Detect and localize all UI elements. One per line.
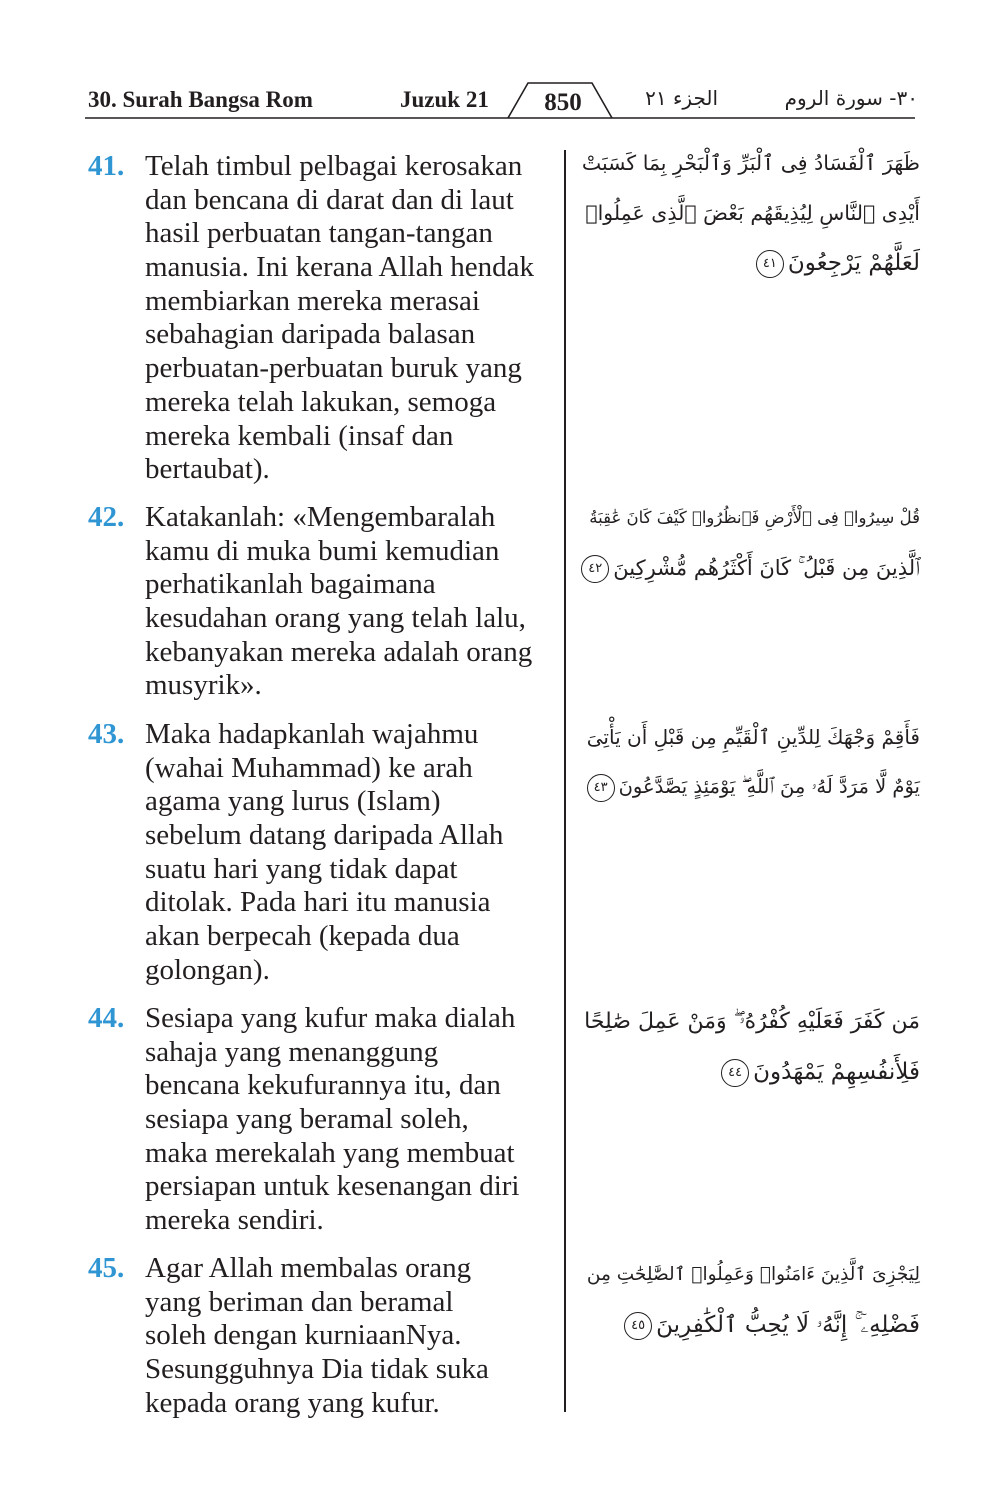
translation-line: bertaubat). — [145, 453, 270, 486]
translation-line: sahaja yang menanggung — [145, 1035, 439, 1068]
translation-line: sebahagian daripada balasan — [145, 318, 476, 351]
arabic-text: ٱلَّذِينَ مِن قَبْلُ ۚ كَانَ أَكْثَرُهُم مُّشْرِكِينَ — [613, 556, 920, 580]
verse-44-arabic — [582, 997, 920, 1097]
translation-text — [145, 1002, 557, 1238]
verse-number: 42. — [88, 501, 125, 533]
header-surah-label: 30. Surah Bangsa Rom — [88, 87, 313, 112]
translation-line: kebanyakan mereka adalah orang — [145, 635, 533, 668]
translation-line: Agar Allah membalas orang — [145, 1252, 472, 1284]
verse-number: 45. — [88, 1252, 125, 1284]
header-juz-label: Juzuk 21 — [400, 87, 489, 112]
verse-number: 41. — [88, 150, 125, 182]
arabic-line: قُلْ سِيرُوا۟ فِى ٱلْأَرْضِ فَٱنظُرُوا۟ كَيْفَ كَانَ عَٰقِبَةُ — [589, 508, 920, 527]
translation-line: mereka sendiri. — [145, 1204, 324, 1237]
header-surah-arabic: ٣٠- سورة الروم — [784, 86, 918, 110]
arabic-line: فَأَقِمْ وَجْهَكَ لِلدِّينِ ٱلْقَيِّمِ مِن قَبْلِ أَن يَأْتِىَ — [586, 725, 920, 749]
translation-line: kesudahan orang yang telah lalu, — [145, 602, 526, 635]
verse-43-arabic — [582, 712, 920, 812]
translation-line: persiapan untuk kesenangan diri — [145, 1170, 520, 1203]
arabic-line: ظَهَرَ ٱلْفَسَادُ فِى ٱلْبَرِّ وَٱلْبَحْرِ بِمَا كَسَبَتْ — [581, 151, 920, 175]
arabic-text: فَضْلِهِۦٓ ۚ إِنَّهُۥ لَا يُحِبُّ ٱلْكَٰفِرِينَ — [656, 1312, 920, 1338]
translation-line: Maka hadapkanlah wajahmu — [145, 718, 479, 750]
verse-number: 44. — [88, 1002, 125, 1034]
arabic-line: مَن كَفَرَ فَعَلَيْهِ كُفْرُهُۥ ۖ وَمَنْ عَمِلَ صَٰلِحًا — [584, 1009, 920, 1034]
translation-line: Sesungguhnya Dia tidak suka — [145, 1353, 489, 1386]
verse-42-arabic — [582, 493, 920, 593]
translation-line: Katakanlah: «Mengembaralah — [145, 501, 496, 533]
translation-text — [145, 1252, 557, 1420]
translation-line: yang beriman dan beramal — [145, 1285, 454, 1318]
arabic-line: أَيْدِى ٱلنَّاسِ لِيُذِيقَهُم بَعْضَ ٱلَّذِى عَمِلُوا۟ — [585, 201, 920, 225]
translation-line: agama yang lurus (Islam) — [145, 785, 441, 818]
arabic-line — [582, 1300, 920, 1350]
translation-line: dan bencana di darat dan di laut — [145, 183, 514, 216]
ayah-end-marker: ٤٣ — [587, 774, 615, 802]
translation-line: (wahai Muhammad) ke arah — [145, 751, 473, 784]
translation-line: bencana kekufurannya itu, dan — [145, 1069, 501, 1102]
translation-line: suatu hari yang tidak dapat — [145, 852, 458, 885]
arabic-line — [582, 762, 920, 812]
translation-line: ditolak. Pada hari itu manusia — [145, 886, 491, 919]
page-number: 850 — [544, 89, 582, 116]
header-juz-arabic: الجزء ٢١ — [645, 86, 718, 110]
translation-line: sebelum datang daripada Allah — [145, 819, 504, 852]
arabic-text: يَوْمٌ لَّا مَرَدَّ لَهُۥ مِنَ ٱللَّهِ ۖ يَوْمَئِذٍ يَصَّدَّعُونَ — [618, 775, 920, 798]
translation-line: Telah timbul pelbagai kerosakan — [145, 150, 523, 182]
translation-line: hasil perbuatan tangan-tangan — [145, 217, 493, 250]
arabic-line — [582, 238, 920, 288]
arabic-line — [582, 1047, 920, 1097]
verse-number: 43. — [88, 718, 125, 750]
ayah-end-marker: ٤٤ — [721, 1059, 749, 1087]
translation-line: akan berpecah (kepada dua — [145, 920, 460, 953]
translation-line: membiarkan mereka merasai — [145, 284, 480, 317]
translation-line: mereka telah lakukan, semoga — [145, 385, 497, 418]
column-divider — [564, 150, 566, 1412]
arabic-line — [582, 543, 920, 593]
arabic-line: لِيَجْزِىَ ٱلَّذِينَ ءَامَنُوا۟ وَعَمِلُوا۟ ٱلصَّٰلِحَٰتِ مِن — [586, 1264, 920, 1285]
translation-line: golongan). — [145, 953, 270, 986]
translation-text — [145, 718, 557, 988]
ayah-end-marker: ٤١ — [756, 250, 784, 278]
translation-text — [145, 501, 557, 703]
translation-line: perbuatan-perbuatan buruk yang — [145, 352, 522, 385]
translation-line: musyrik». — [145, 669, 262, 702]
ayah-end-marker: ٤٥ — [624, 1312, 652, 1340]
translation-line: kepada orang yang kufur. — [145, 1386, 440, 1419]
ayah-end-marker: ٤٢ — [581, 555, 609, 583]
translation-line: mereka kembali (insaf dan — [145, 419, 454, 452]
translation-line: kamu di muka bumi kemudian — [145, 534, 500, 567]
verse-41-arabic — [582, 138, 920, 288]
verse-45-arabic — [582, 1250, 920, 1350]
translation-line: sesiapa yang beramal soleh, — [145, 1103, 469, 1136]
translation-line: perhatikanlah bagaimana — [145, 568, 436, 601]
translation-text — [145, 150, 557, 487]
translation-line: manusia. Ini kerana Allah hendak — [145, 251, 534, 284]
translation-line: maka merekalah yang membuat — [145, 1136, 515, 1169]
arabic-text: لَعَلَّهُمْ يَرْجِعُونَ — [787, 250, 920, 276]
arabic-text: فَلِأَنفُسِهِمْ يَمْهَدُونَ — [753, 1059, 920, 1085]
translation-line: soleh dengan kurniaanNya. — [145, 1319, 462, 1352]
translation-line: Sesiapa yang kufur maka dialah — [145, 1002, 516, 1034]
